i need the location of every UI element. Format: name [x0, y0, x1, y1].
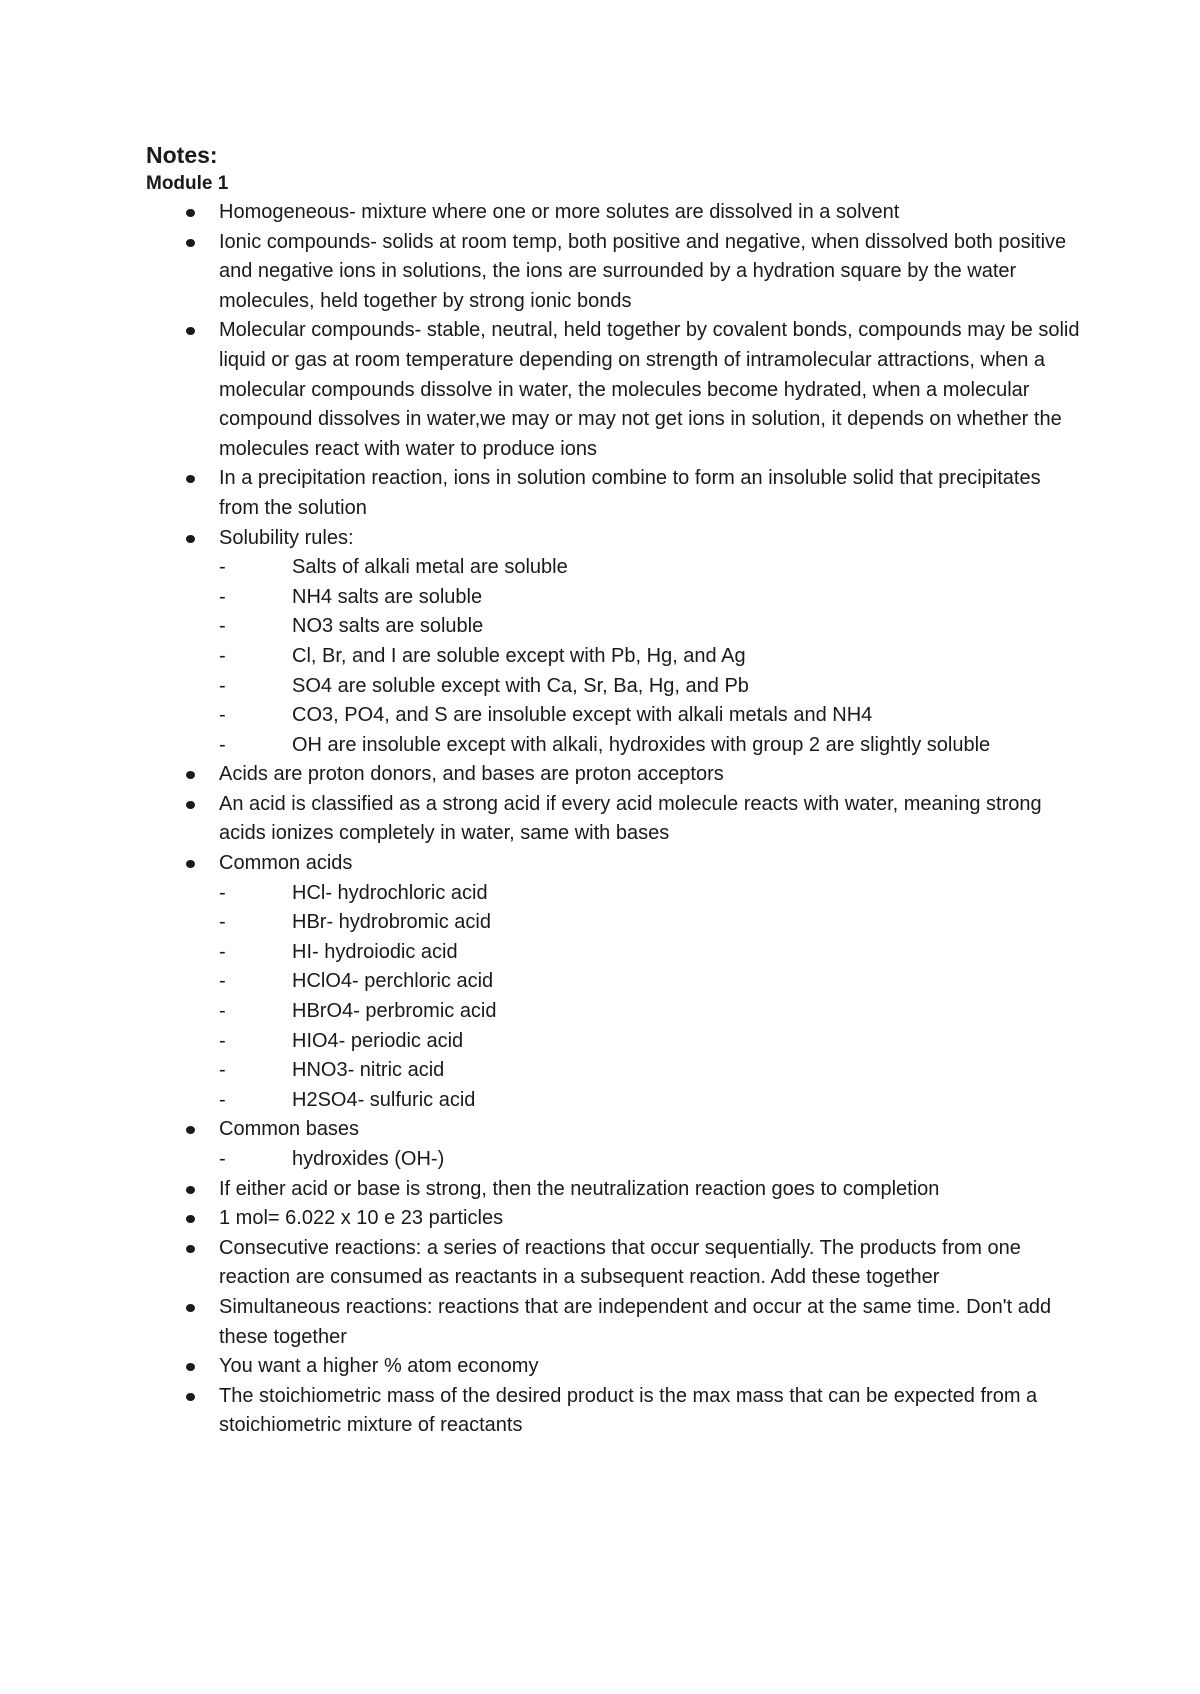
bullet-item [146, 1293, 1086, 1352]
dash-marker-icon: - [219, 674, 226, 697]
sub-item-text: SO4 are soluble except with Ca, Sr, Ba, Hg, and Pb [292, 674, 749, 697]
dash-marker-icon: - [219, 970, 226, 993]
bullet-dot-icon [186, 1393, 195, 1401]
bullet-text: The stoichiometric mass of the desired product is the max mass that can be expected from a stoichiometric mixture of reactants [219, 1384, 1038, 1437]
sub-item-text: Salts of alkali metal are soluble [292, 556, 568, 579]
notes-content [146, 140, 1086, 1441]
bullet-text: An acid is classified as a strong acid if every acid molecule reacts with water, meaning strong acids ionizes completely in water, same with bases [219, 792, 1042, 845]
sub-item-text: NO3 salts are soluble [292, 615, 484, 638]
bullet-dot-icon [186, 860, 195, 868]
dash-marker-icon: - [219, 644, 226, 667]
bullet-item [146, 760, 1086, 790]
sub-list-item [219, 642, 1086, 672]
bullet-dot-icon [186, 771, 195, 779]
bullet-item [146, 849, 1086, 1115]
sub-item-text: Cl, Br, and I are soluble except with Pb, Hg, and Ag [292, 644, 746, 667]
bullet-item [146, 1204, 1086, 1234]
sub-list-item [219, 583, 1086, 613]
bullet-item [146, 790, 1086, 849]
bullet-item [146, 464, 1086, 523]
dash-marker-icon: - [219, 1088, 226, 1111]
sub-item-text: HNO3- nitric acid [292, 1059, 445, 1082]
dash-marker-icon: - [219, 704, 226, 727]
dash-marker-icon: - [219, 1059, 226, 1082]
sub-list-item [219, 1056, 1086, 1086]
dash-marker-icon: - [219, 911, 226, 934]
sub-list-item [219, 938, 1086, 968]
bullet-dot-icon [186, 1363, 195, 1371]
sub-list-item [219, 908, 1086, 938]
sub-item-text: HI- hydroiodic acid [292, 940, 458, 963]
bullet-dot-icon [186, 209, 195, 217]
bullet-dot-icon [186, 1215, 195, 1223]
sub-list-item [219, 1086, 1086, 1116]
bullet-item [146, 524, 1086, 761]
sub-list [219, 879, 1086, 1116]
dash-marker-icon: - [219, 615, 226, 638]
sub-list-item [219, 731, 1086, 761]
sub-item-text: HIO4- periodic acid [292, 1029, 464, 1052]
dash-marker-icon: - [219, 556, 226, 579]
sub-item-text: HCl- hydrochloric acid [292, 881, 488, 904]
bullet-text: Acids are proton donors, and bases are proton acceptors [219, 763, 724, 786]
sub-item-text: HBr- hydrobromic acid [292, 911, 491, 934]
bullet-item [146, 1234, 1086, 1293]
bullet-text: Solubility rules: [219, 526, 354, 549]
sub-list-item [219, 879, 1086, 909]
sub-item-text: hydroxides (OH-) [292, 1148, 445, 1170]
bullet-text: In a precipitation reaction, ions in solution combine to form an insoluble solid that precipitates from the solution [219, 467, 1041, 519]
dash-marker-icon: - [219, 881, 226, 904]
bullet-dot-icon [186, 1245, 195, 1253]
sub-list-item [219, 997, 1086, 1027]
dash-marker-icon: - [219, 585, 226, 608]
notes-bullet-list [146, 198, 1086, 1441]
bullet-item [146, 1352, 1086, 1382]
sub-list-item [219, 967, 1086, 997]
bullet-dot-icon [186, 1304, 195, 1312]
sub-list [219, 1145, 1086, 1175]
sub-list [219, 553, 1086, 760]
bullet-item [146, 198, 1086, 228]
dash-marker-icon: - [219, 940, 226, 963]
sub-item-text: HBrO4- perbromic acid [292, 1000, 497, 1023]
bullet-dot-icon [186, 1126, 195, 1134]
sub-list-item [219, 553, 1086, 583]
sub-list-item [219, 672, 1086, 702]
sub-list-item [219, 1145, 1086, 1175]
bullet-dot-icon [186, 1186, 195, 1194]
sub-item-text: CO3, PO4, and S are insoluble except with alkali metals and NH4 [292, 704, 873, 727]
bullet-text: Homogeneous- mixture where one or more solutes are dissolved in a solvent [219, 201, 900, 223]
bullet-text: Consecutive reactions: a series of reactions that occur sequentially. The products from one reaction are consumed as reactants in a subsequent reaction. Add these together [219, 1236, 1021, 1289]
sub-item-text: HClO4- perchloric acid [292, 970, 494, 993]
sub-item-text: NH4 salts are soluble [292, 585, 483, 608]
bullet-text: Molecular compounds- stable, neutral, held together by covalent bonds, compounds may be solid liquid or gas at room temperature depending on strength of intramolecular attractions, when a molecular compounds dissolve in water, the molecules become hydrated, when a molecular compound dissolves in water,we may or may not get ions in solution, it depends on whether the molecules react with water to produce ions [219, 319, 1080, 460]
bullet-dot-icon [186, 327, 195, 335]
dash-marker-icon: - [219, 733, 226, 756]
dash-marker-icon: - [219, 1029, 226, 1052]
bullet-text: Common bases [219, 1118, 360, 1141]
sub-item-text: OH are insoluble except with alkali, hydroxides with group 2 are slightly soluble [292, 733, 991, 756]
notes-title: Notes: [146, 142, 218, 168]
bullet-item [146, 1115, 1086, 1174]
bullet-item [146, 316, 1086, 464]
bullet-text: Common acids [219, 852, 353, 875]
bullet-item [146, 1382, 1086, 1441]
bullet-text: Ionic compounds- solids at room temp, both positive and negative, when dissolved both positive and negative ions in solutions, the ions are surrounded by a hydration square by the water molecules, held together by strong ionic bonds [219, 230, 1067, 312]
dash-marker-icon: - [219, 1148, 226, 1170]
bullet-text: You want a higher % atom economy [219, 1355, 539, 1378]
bullet-dot-icon [186, 801, 195, 809]
sub-list-item [219, 1027, 1086, 1057]
bullet-dot-icon [186, 475, 195, 483]
bullet-dot-icon [186, 535, 195, 543]
bullet-text: Simultaneous reactions: reactions that are independent and occur at the same time. Don't add these together [219, 1295, 1052, 1348]
bullet-text: If either acid or base is strong, then the neutralization reaction goes to completion [219, 1177, 940, 1200]
dash-marker-icon: - [219, 1000, 226, 1023]
sub-item-text: H2SO4- sulfuric acid [292, 1088, 476, 1111]
sub-list-item [219, 701, 1086, 731]
sub-list-item [219, 612, 1086, 642]
bullet-dot-icon [186, 239, 195, 247]
module-heading: Module 1 [146, 173, 229, 194]
bullet-item [146, 1175, 1086, 1205]
bullet-item [146, 228, 1086, 317]
bullet-text: 1 mol= 6.022 x 10 e 23 particles [219, 1207, 504, 1230]
